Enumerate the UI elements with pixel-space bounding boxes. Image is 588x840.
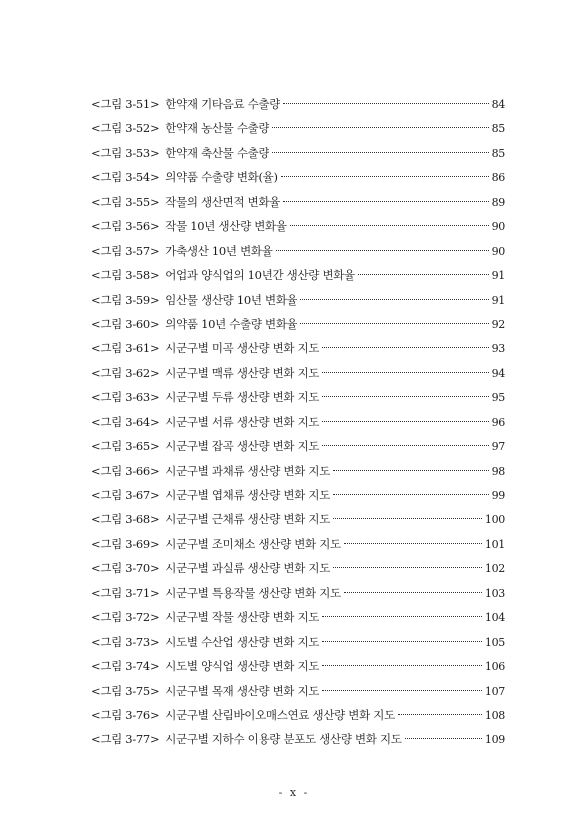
toc-entry (91, 683, 505, 707)
figure-title: 시군구별 근채류 생산량 변화 지도 (165, 512, 331, 527)
dot-leader (333, 494, 489, 495)
toc-entry (91, 365, 505, 389)
page-number: 84 (491, 98, 505, 111)
dot-leader (344, 592, 482, 593)
figure-title: 시군구별 목재 생산량 변화 지도 (165, 683, 320, 698)
dot-leader (333, 567, 482, 568)
figure-label: <그림 3-54> (91, 170, 160, 185)
figure-label: <그림 3-60> (91, 316, 160, 331)
toc-entry (91, 243, 505, 267)
page-number: 101 (484, 537, 505, 551)
page-number: 106 (484, 660, 505, 674)
figure-label: <그림 3-76> (91, 707, 160, 722)
dot-leader (322, 396, 488, 397)
figure-label: <그림 3-55> (91, 194, 160, 209)
page-number: 90 (491, 244, 505, 258)
figure-title: 시도별 수산업 생산량 변화 지도 (165, 634, 320, 649)
toc-entry (91, 414, 505, 438)
toc-entry (91, 707, 505, 731)
dot-leader (322, 347, 488, 348)
figure-title: 작물 10년 생산량 변화율 (165, 219, 287, 234)
figure-label: <그림 3-64> (91, 414, 160, 429)
figure-label: <그림 3-67> (91, 488, 160, 502)
toc-entry (91, 511, 505, 535)
page-number: 97 (491, 440, 505, 454)
page-number: 103 (484, 586, 505, 600)
figure-title: 시군구별 특용작물 생산량 변화 지도 (165, 585, 341, 600)
figure-title: 시군구별 과채류 생산량 변화 지도 (165, 463, 331, 478)
toc-entry (91, 634, 505, 658)
dot-leader (300, 299, 488, 300)
dot-leader (300, 323, 488, 324)
dot-leader (322, 372, 488, 373)
page-number-footer: - x - (278, 786, 310, 799)
dot-leader (290, 225, 489, 226)
figure-label: <그림 3-53> (91, 145, 160, 160)
figure-label: <그림 3-71> (91, 585, 160, 600)
dot-leader (283, 201, 489, 202)
page-number: 96 (491, 415, 505, 429)
figure-title: 시군구별 산림바이오매스연료 생산량 변화 지도 (165, 707, 395, 722)
toc-entry (91, 536, 505, 560)
figure-title: 임산물 생산량 10년 변화율 (165, 292, 298, 307)
dot-leader (276, 250, 489, 251)
page-number: 99 (491, 489, 505, 502)
page-number: 108 (484, 708, 505, 722)
toc-entry (91, 316, 505, 340)
figure-title: 의약품 수출량 변화(율) (165, 170, 278, 185)
dot-leader (322, 445, 488, 446)
figure-label: <그림 3-68> (91, 512, 160, 527)
figure-label: <그림 3-52> (91, 121, 160, 136)
page-number: 105 (484, 635, 505, 649)
figure-label: <그림 3-65> (91, 439, 160, 454)
toc-entry (91, 438, 505, 462)
figure-label: <그림 3-59> (91, 292, 160, 307)
figure-title: 작물의 생산면적 변화율 (165, 194, 281, 209)
dot-leader (272, 152, 488, 153)
page-number: 85 (491, 122, 505, 136)
figure-label: <그림 3-70> (91, 561, 160, 576)
toc-entry (91, 194, 505, 218)
page-number: 104 (484, 611, 505, 625)
dot-leader (344, 543, 482, 544)
figure-label: <그림 3-57> (91, 243, 160, 258)
dot-leader (333, 518, 482, 519)
page-number: 98 (491, 464, 505, 478)
page-number: 93 (491, 342, 505, 356)
dot-leader (405, 738, 482, 739)
figure-label: <그림 3-63> (91, 390, 160, 405)
figure-label: <그림 3-61> (91, 341, 160, 356)
dot-leader (358, 274, 489, 275)
dot-leader (322, 665, 482, 666)
figure-label: <그림 3-56> (91, 219, 160, 234)
toc-entry (91, 218, 505, 242)
dot-leader (322, 616, 482, 617)
figure-title: 시군구별 미곡 생산량 변화 지도 (165, 341, 320, 356)
page-number: 92 (491, 317, 505, 331)
figure-title: 시군구별 작물 생산량 변화 지도 (165, 610, 320, 625)
figure-label: <그림 3-75> (91, 683, 160, 698)
dot-leader (322, 641, 482, 642)
page-number: 100 (484, 513, 505, 527)
figure-title: 시군구별 서류 생산량 변화 지도 (165, 414, 320, 429)
dot-leader (272, 127, 488, 128)
page-number: 109 (484, 733, 505, 747)
page-number: 91 (491, 293, 505, 307)
figure-label: <그림 3-58> (91, 268, 160, 283)
toc-entry (91, 731, 505, 755)
toc-entry (91, 267, 505, 291)
page-number: 86 (491, 171, 505, 185)
list-of-figures (91, 96, 505, 756)
page-number: 95 (491, 391, 505, 405)
figure-title: 어업과 양식업의 10년간 생산량 변화율 (165, 268, 355, 283)
figure-title: 시군구별 과실류 생산량 변화 지도 (165, 561, 331, 576)
page-number: 85 (491, 146, 505, 160)
page-number: 90 (491, 220, 505, 234)
figure-title: 한약재 농산물 수출량 (165, 121, 270, 136)
figure-title: 의약품 10년 수출량 변화율 (165, 316, 298, 331)
figure-label: <그림 3-69> (91, 536, 160, 551)
dot-leader (322, 690, 482, 691)
toc-entry (91, 292, 505, 316)
toc-entry (91, 169, 505, 193)
figure-title: 시군구별 잡곡 생산량 변화 지도 (165, 439, 320, 454)
figure-title: 시군구별 두류 생산량 변화 지도 (165, 390, 320, 405)
toc-entry (91, 609, 505, 633)
page-number: 91 (491, 269, 505, 283)
toc-entry (91, 389, 505, 413)
toc-entry (91, 560, 505, 584)
figure-label: <그림 3-72> (91, 610, 160, 625)
figure-title: 시군구별 지하수 이용량 분포도 생산량 변화 지도 (165, 732, 402, 747)
toc-entry (91, 120, 505, 144)
figure-title: 가축생산 10년 변화율 (165, 243, 273, 258)
toc-entry (91, 340, 505, 364)
dot-leader (322, 421, 488, 422)
toc-entry (91, 585, 505, 609)
toc-entry (91, 658, 505, 682)
figure-label: <그림 3-74> (91, 659, 160, 674)
figure-label: <그림 3-73> (91, 634, 160, 649)
toc-entry (91, 96, 505, 120)
figure-title: 시군구별 맥류 생산량 변화 지도 (165, 365, 320, 380)
figure-title: 한약재 기타음료 수출량 (165, 97, 281, 111)
dot-leader (333, 470, 489, 471)
page-number: 94 (491, 366, 505, 380)
figure-label: <그림 3-66> (91, 463, 160, 478)
page-number: 107 (484, 684, 505, 698)
dot-leader (398, 714, 482, 715)
toc-entry (91, 463, 505, 487)
toc-entry (91, 145, 505, 169)
page-number: 89 (491, 195, 505, 209)
figure-label: <그림 3-51> (91, 97, 160, 111)
figure-label: <그림 3-62> (91, 365, 160, 380)
dot-leader (283, 103, 489, 104)
page-number: 102 (484, 562, 505, 576)
figure-title: 시도별 양식업 생산량 변화 지도 (165, 659, 320, 674)
figure-title: 한약재 축산물 수출량 (165, 145, 270, 160)
figure-label: <그림 3-77> (91, 732, 160, 747)
figure-title: 시군구별 조미채소 생산량 변화 지도 (165, 536, 341, 551)
figure-title: 시군구별 엽채류 생산량 변화 지도 (165, 488, 331, 502)
toc-entry (91, 487, 505, 511)
dot-leader (281, 176, 489, 177)
